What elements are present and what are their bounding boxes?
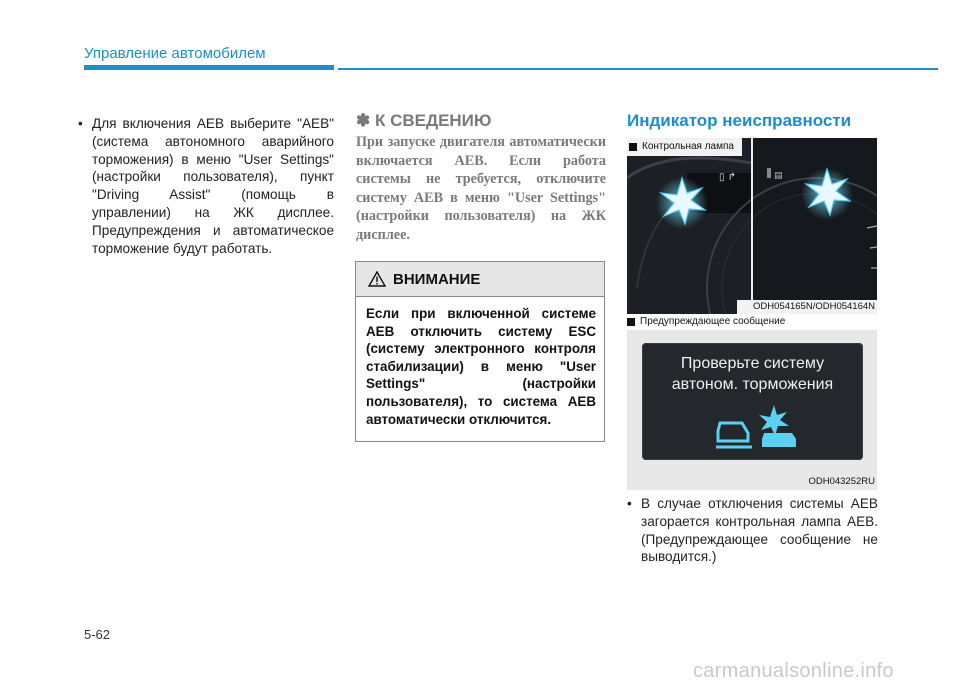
svg-text:▤: ▤ — [774, 171, 783, 181]
lcd-message-line-1: Проверьте систему — [680, 355, 825, 372]
bullet-mark: • — [627, 496, 632, 511]
notice-body: При запуске двигателя автоматически включается AEB. Если работа системы не требуется, отключите систему AEB в меню "User Settings" (настройки пользователя) на ЖК дисплее. — [356, 134, 606, 243]
aeb-off-bullet — [627, 495, 878, 566]
warning-triangle-icon — [368, 271, 386, 287]
aeb-enable-bullet — [78, 115, 334, 257]
figure-divider — [751, 138, 753, 314]
aeb-enable-text: Для включения AEB выберите "AEB" (система автономного аварийного торможения) в меню "User Settings" (настройки пользователя), пункт "Driving Assist" (помощь в управлении) на ЖК дисплее. Предупреждения и автоматическое торможение будут работать. — [92, 116, 334, 256]
aeb-off-text: В случае отключения системы AEB загорается контрольная лампа AEB. (Предупреждающее сообщение не выводится.) — [641, 496, 878, 565]
warning-header — [356, 262, 604, 297]
column-3-text — [627, 495, 878, 566]
indicator-title: Индикатор неисправности — [627, 111, 852, 130]
warning-text: Если при включенной системе AEB отключить систему ESC (систему электронного контроля стабилизации) в меню "User Settings" (настройки пользователя), то система AEB автоматически отключится. — [366, 306, 596, 427]
warning-message-caption — [627, 316, 785, 327]
page-number: 5-62 — [84, 627, 111, 642]
lcd-message — [642, 353, 863, 395]
warning-heading: ВНИМАНИЕ — [393, 270, 481, 288]
column-1 — [78, 115, 334, 257]
notice-heading: ✽ К СВЕДЕНИЮ — [356, 111, 492, 130]
bullet-mark: • — [78, 116, 83, 131]
header-rule-thin — [338, 68, 938, 70]
header-rule-thick — [84, 65, 334, 70]
aeb-collision-icon — [712, 403, 802, 453]
message-figure-code: ODH043252RU — [808, 476, 875, 487]
cluster-figure-code: ODH054165N/ODH054164N — [737, 300, 877, 314]
svg-text:▯ ↱: ▯ ↱ — [719, 172, 737, 183]
warning-lamp-caption — [627, 138, 742, 156]
watermark: carmanualsonline.info — [693, 660, 894, 682]
square-bullet-icon — [627, 318, 635, 326]
cluster-figure — [627, 138, 877, 314]
warning-lamp-label: Контрольная лампа — [642, 141, 734, 152]
lcd-screen — [642, 343, 863, 460]
warning-message-label: Предупреждающее сообщение — [640, 316, 786, 327]
lcd-message-line-2: автоном. торможения — [671, 376, 834, 393]
header-title: Управление автомобилем — [84, 45, 266, 62]
square-bullet-icon — [629, 143, 637, 151]
warning-box — [355, 261, 605, 442]
message-figure — [627, 330, 877, 490]
